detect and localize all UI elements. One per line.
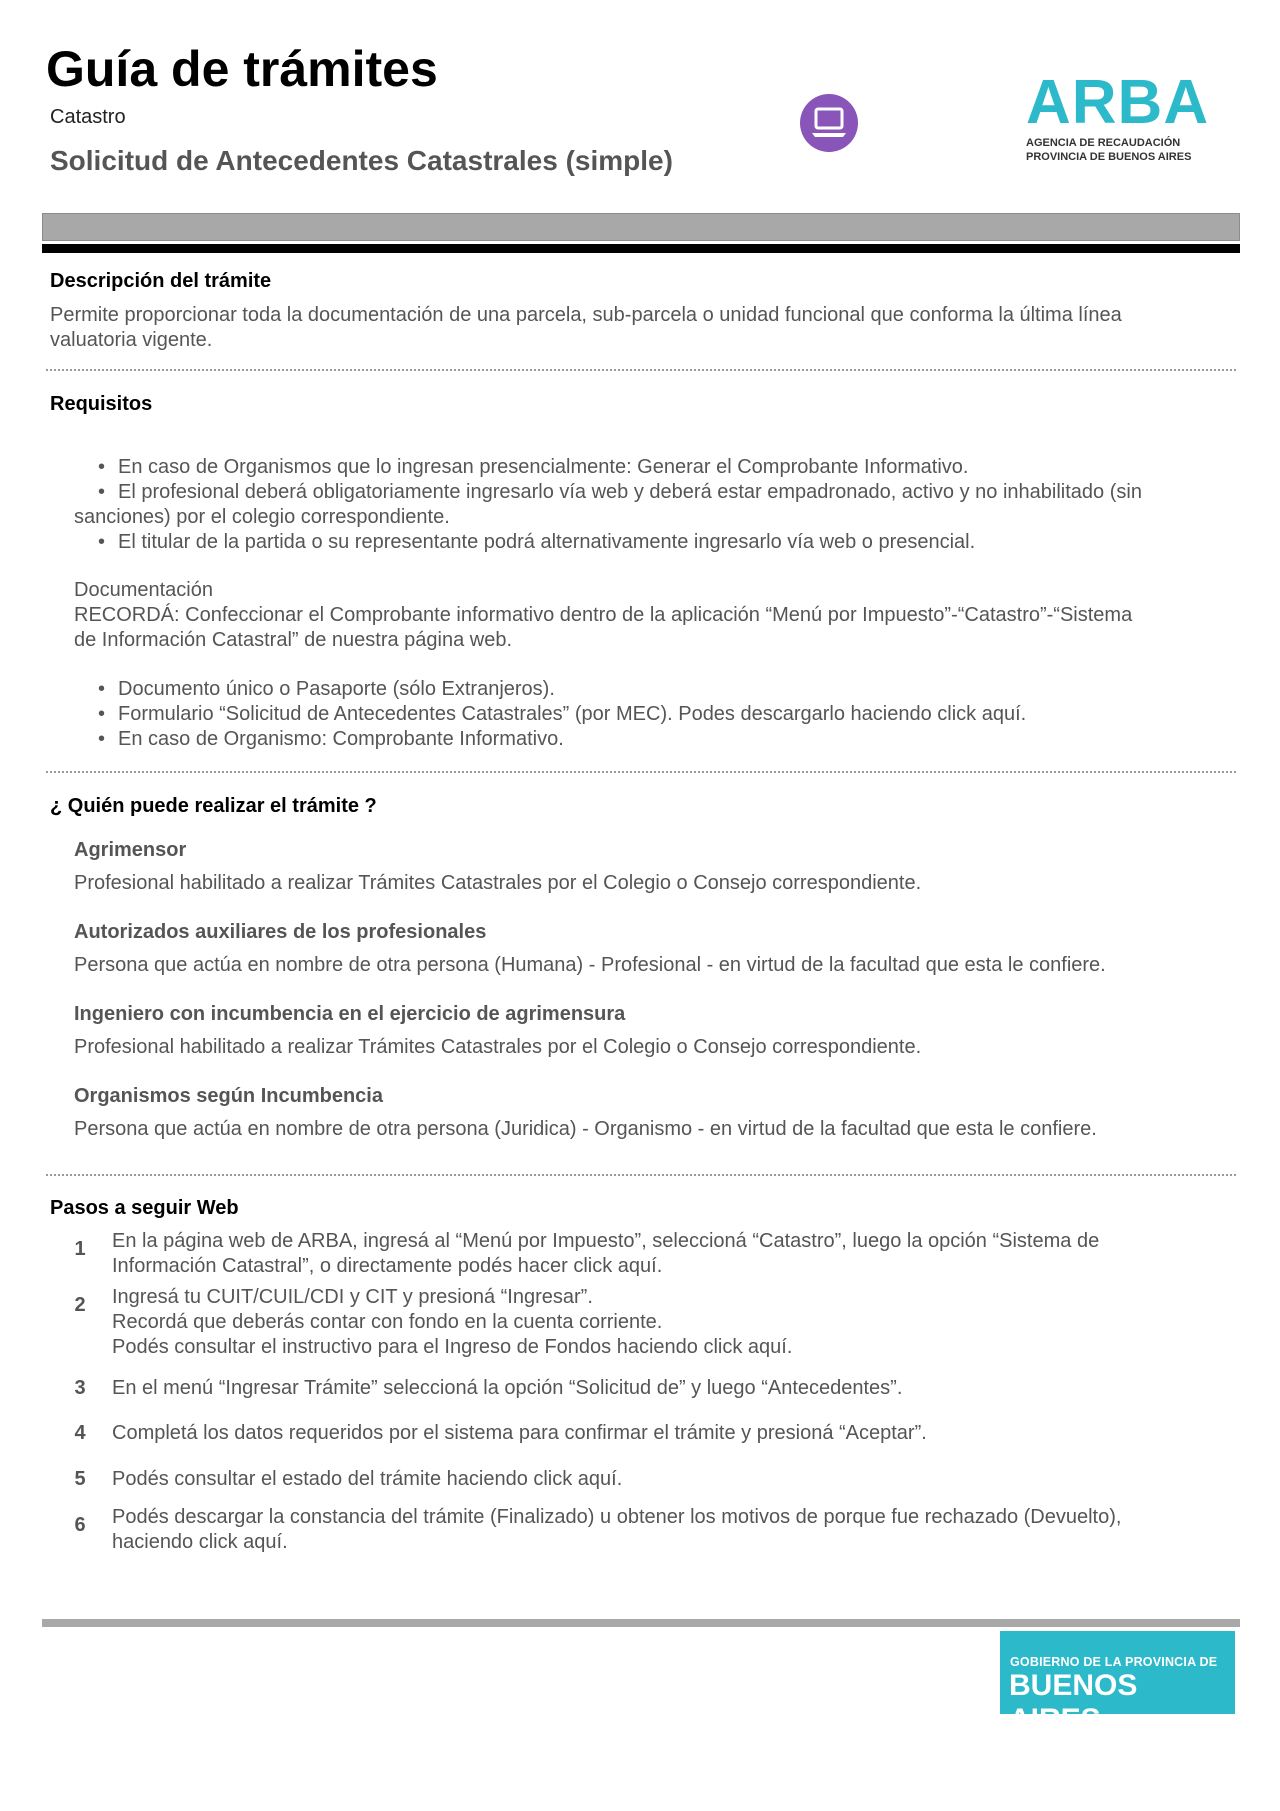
- role-title: Organismos según Incumbencia: [74, 1085, 383, 1107]
- step-number: 6: [74, 1514, 86, 1536]
- documents-list: [74, 677, 1234, 752]
- steps-title: Pasos a seguir Web: [50, 1197, 239, 1219]
- divider: [46, 369, 1236, 371]
- arba-logo: [1026, 68, 1210, 164]
- step-line: haciendo click aquí.: [112, 1531, 288, 1553]
- list-item: • El titular de la partida o su representante podrá alternativamente ingresarlo vía web o presencial.: [74, 530, 1234, 555]
- list-item: • En caso de Organismos que lo ingresan presencialmente: Generar el Comprobante Informativo.: [74, 455, 1234, 480]
- description-text: [50, 303, 1122, 353]
- step-number: 5: [74, 1468, 86, 1490]
- header-black-bar: [42, 244, 1240, 253]
- step-line: En la página web de ARBA, ingresá al “Menú por Impuesto”, seleccioná “Catastro”, luego la opción “Sistema de: [112, 1230, 1100, 1252]
- list-item: • En caso de Organismo: Comprobante Informativo.: [74, 727, 1234, 752]
- description-line: Permite proporcionar toda la documentación de una parcela, sub-parcela o unidad funcional que conforma la última línea: [50, 304, 1122, 326]
- procedure-title: Solicitud de Antecedentes Catastrales (simple): [50, 145, 673, 176]
- step-line: Podés consultar el instructivo para el Ingreso de Fondos haciendo click aquí.: [112, 1336, 793, 1358]
- arba-logo-subtitle: [1026, 136, 1194, 164]
- category-label: Catastro: [50, 106, 126, 128]
- page-title: Guía de trámites: [46, 41, 438, 97]
- recorda-line: de Información Catastral” de nuestra página web.: [74, 629, 513, 651]
- requirements-list: [74, 455, 1234, 505]
- step-text: [112, 1229, 1099, 1279]
- role-title: Agrimensor: [74, 839, 187, 861]
- role-description: Profesional habilitado a realizar Trámites Catastrales por el Colegio o Consejo correspondiente.: [74, 872, 922, 894]
- step-line: Completá los datos requeridos por el sistema para confirmar el trámite y presioná “Aceptar”.: [112, 1422, 927, 1444]
- buenos-aires-logo-line1: GOBIERNO DE LA PROVINCIA DE: [1010, 1655, 1218, 1669]
- monitor-icon: [800, 94, 858, 152]
- step-line: Podés descargar la constancia del trámite (Finalizado) u obtener los motivos de porque fue rechazado (Devuelto),: [112, 1506, 1122, 1528]
- step-text: [112, 1467, 622, 1492]
- role-title: Autorizados auxiliares de los profesionales: [74, 921, 487, 943]
- footer-bar: [42, 1619, 1240, 1627]
- arba-logo-word: ARBA: [1026, 68, 1210, 137]
- step-line: Ingresá tu CUIT/CUIL/CDI y CIT y presioná “Ingresar”.: [112, 1286, 593, 1308]
- step-number: 2: [74, 1294, 86, 1316]
- recorda-line: RECORDÁ: Confeccionar el Comprobante informativo dentro de la aplicación “Menú por Impuesto”-“Catastro”-“Sistema: [74, 604, 1133, 626]
- description-line: valuatoria vigente.: [50, 329, 213, 351]
- step-text: [112, 1421, 927, 1446]
- documentation-block: [74, 578, 1234, 653]
- role-description: Persona que actúa en nombre de otra persona (Juridica) - Organismo - en virtud de la facultad que esta le confiere.: [74, 1118, 1097, 1140]
- divider: [46, 771, 1236, 773]
- documentation-label: Documentación: [74, 579, 213, 601]
- arba-logo-line1: AGENCIA DE RECAUDACIÓN: [1026, 137, 1181, 149]
- requirements-list: [74, 530, 1234, 555]
- step-line: Podés consultar el estado del trámite haciendo click aquí.: [112, 1468, 623, 1490]
- step-number: 3: [74, 1377, 86, 1399]
- step-line: Información Catastral”, o directamente podés hacer click aquí.: [112, 1255, 663, 1277]
- list-item: • Formulario “Solicitud de Antecedentes Catastrales” (por MEC). Podes descargarlo haciendo click aquí.: [74, 702, 1234, 727]
- buenos-aires-logo-line2: BUENOS AIRES: [1009, 1669, 1138, 1736]
- step-number: 1: [74, 1238, 86, 1260]
- list-item: • Documento único o Pasaporte (sólo Extranjeros).: [74, 677, 1234, 702]
- description-title: Descripción del trámite: [50, 270, 272, 292]
- requirements-title: Requisitos: [50, 393, 153, 415]
- list-item: • El profesional deberá obligatoriamente ingresarlo vía web y deberá estar empadronado, activo y no inhabilitado (sin: [74, 480, 1234, 505]
- arba-logo-line2: PROVINCIA DE BUENOS AIRES: [1026, 151, 1192, 163]
- role-description: Persona que actúa en nombre de otra persona (Humana) - Profesional - en virtud de la facultad que esta le confiere.: [74, 954, 1106, 976]
- who-title: ¿ Quién puede realizar el trámite ?: [50, 795, 377, 817]
- step-text: [112, 1376, 902, 1401]
- buenos-aires-logo: [1000, 1631, 1235, 1736]
- divider: [46, 1174, 1236, 1176]
- step-number: 4: [74, 1422, 86, 1444]
- step-text: [112, 1505, 1121, 1555]
- role-description: Profesional habilitado a realizar Trámites Catastrales por el Colegio o Consejo correspondiente.: [74, 1036, 922, 1058]
- step-line: Recordá que deberás contar con fondo en la cuenta corriente.: [112, 1311, 663, 1333]
- role-title: Ingeniero con incumbencia en el ejercicio de agrimensura: [74, 1003, 626, 1025]
- step-text: [112, 1285, 792, 1360]
- monitor-icon-glyph: [811, 106, 847, 140]
- requirements-list-block: [74, 455, 1234, 555]
- header-grey-bar: [42, 213, 1240, 241]
- list-item-continuation: sanciones) por el colegio correspondiente.: [74, 506, 450, 528]
- step-line: En el menú “Ingresar Trámite” seleccioná la opción “Solicitud de” y luego “Antecedentes”.: [112, 1377, 903, 1399]
- documents-list-block: [74, 677, 1234, 752]
